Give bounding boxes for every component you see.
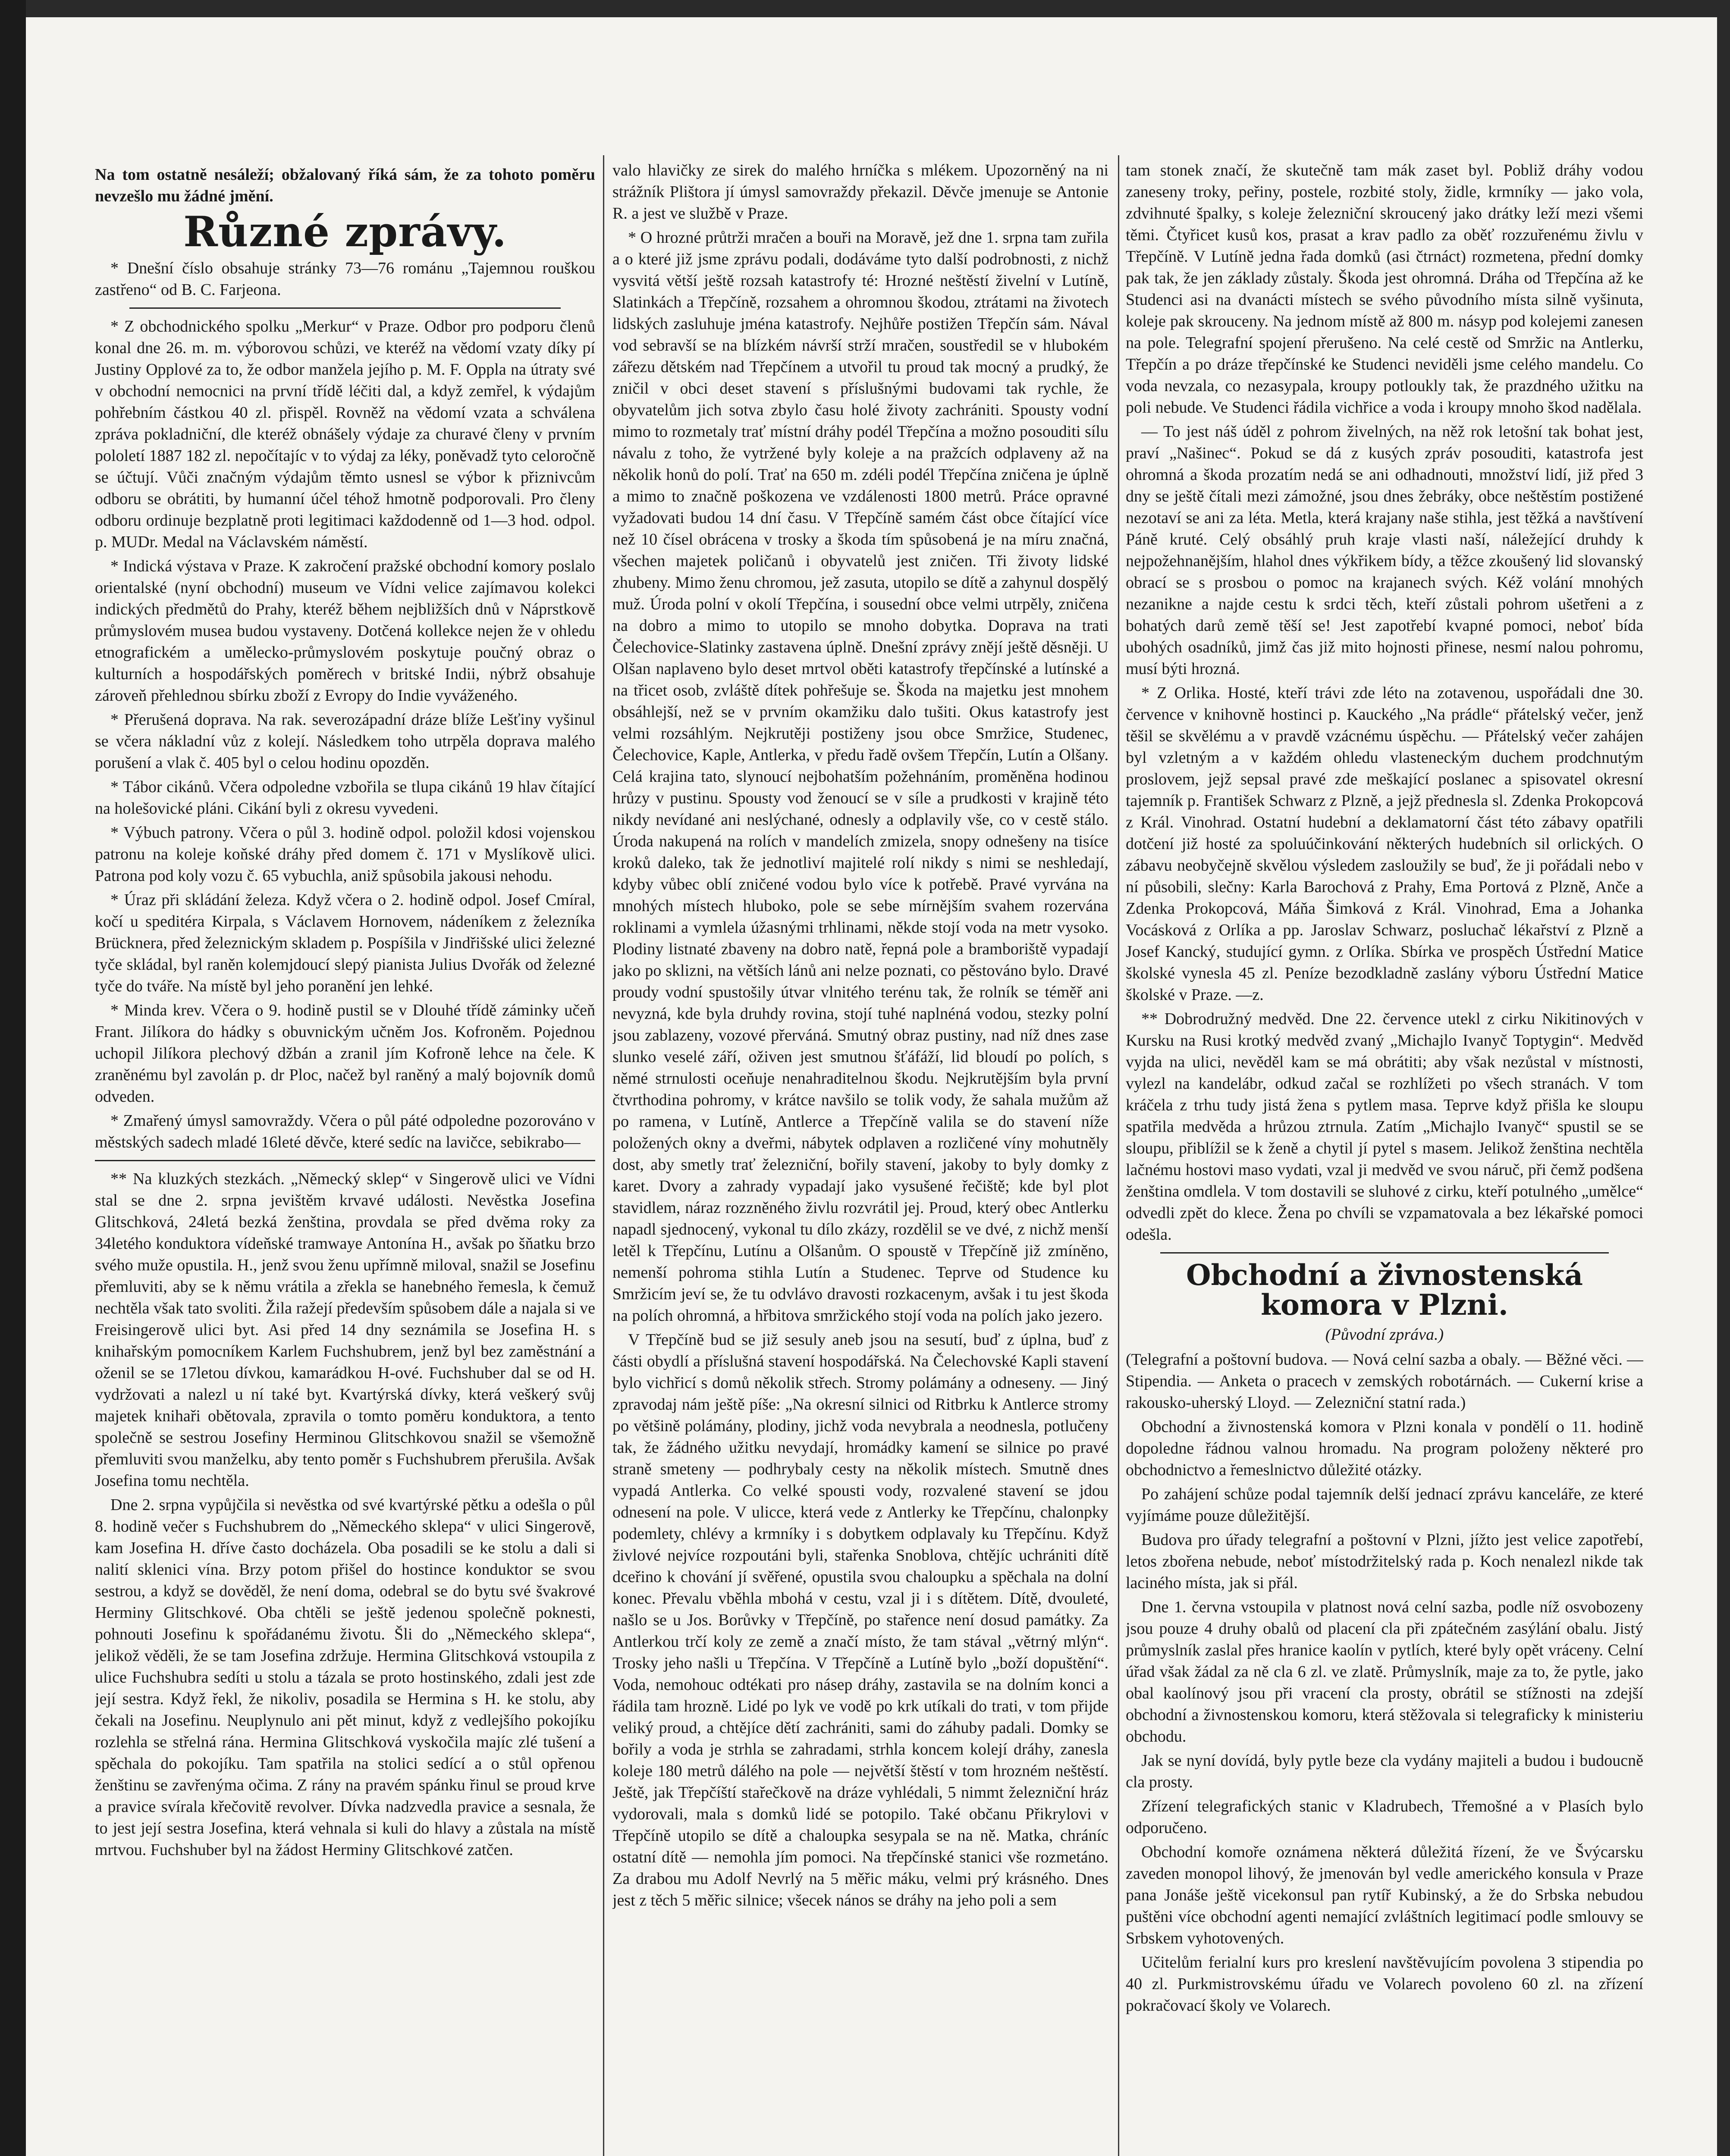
column-rule-1: [603, 155, 604, 2156]
news-item: Obchodní a živnostenská komora v Plzni konala v pondělí o 11. hodině dopoledne řádnou valnou hromadu. Na program položeny některé pro obchodnictvo a řemeslnictvo důležité otázky.: [1126, 1417, 1643, 1479]
news-item: * Přerušená doprava. Na rak. severozápadní dráze blíže Lešťiny vyšinul se včera nákladní vůz z kolejí. Následkem toho utrpěla doprava malého porušení a vlak č. 405 byl o celou hodinu opozděn.: [95, 710, 595, 772]
news-item: * Úraz při skládání železa. Když včera o 2. hodině odpol. Josef Cmíral, kočí u speditéra Kirpala, s Václavem Hornovem, nádeníkem z železníka Brücknera, před železnickým skladem p. Pospíšila v Jindřišské ulici železné tyče skládal, byl raněn kolemjdoucí slepý pianista Julius Dvořák od železné tyče do tváře. Na místě byl jeho poranění jen lehké.: [95, 890, 595, 995]
news-item: * Z obchodnického spolku „Merkur“ v Praze. Odbor pro podporu členů konal dne 26. m. m. výborovou schůzi, ve kteréž na vědomí vzaty díky pí Justiny Opplové za to, že odbor manžela jejího p. M. F. Oppla na útraty své v obchodní nemocnici na první třídě léčiti dal, a když zemřel, k výdajům pohřebním částkou 40 zl. přispěl. Rovněž na vědomí vzata a schválena zpráva pokladniční, dle kteréž obnášely výdaje za churavé členy v prvním pololetí 1887 182 zl. nepočítajíc v to výdaj za léky, poněvadž tyto celoročně se účtují. Vůči značným výdajům těmto usnesl se výbor k přiznivcům odboru se obrátiti, by humanní účel téhož hmotně podporovali. Pro členy odboru ordinuje bezplatně proti legitimaci každodenně od 1—3 hod. odpol. p. MUDr. Medal na Václavském náměstí.: [95, 317, 595, 551]
news-item: Budova pro úřady telegrafní a poštovní v Plzni, jížto jest velice zapotřebí, letos zbořena nebude, neboť místodržitelský rada p. Koch nenalezl nikde tak laciného místa, jak si přál.: [1126, 1530, 1643, 1592]
news-item: Po zahájení schůze podal tajemník delší jednací zprávu kanceláře, ze které vyjímáme pouze důležitější.: [1126, 1485, 1643, 1525]
news-item: * Indická výstava v Praze. K zakročení pražské obchodní komory poslalo orientalské (nyní obchodní) museum ve Vídni velice zajímavou kolekci indických předmětů do Prahy, kteréž během nejbližších dnů v Náprstkově průmyslovém musea budou vystaveny. Dotčená kollekce nejen že v ohledu etnografickém a umělecko-průmyslovém poskytuje poučný obraz o kulturních a hospodářských poměrech v britské Indii, nýbrž obsahuje zároveň přehlednou sbírku zboží z Evropy do Indie vyváženého.: [95, 557, 595, 705]
news-item: Obchodní komoře oznámena některá důležitá řízení, že ve Švýcarsku zaveden monopol lihový, že jmenován byl vedle amerického konsula v Praze pana Jonáše ještě vicekonsul pan rytíř Kubinský, a že do Srbska nebudou puštěni více obchodní agenti nemající zvláštních legitimací podle smlouvy se Srbskem vyhotovených.: [1126, 1843, 1643, 1947]
divider: [1160, 1252, 1609, 1253]
news-item: valo hlavičky ze sirek do malého hrníčka s mlékem. Upozorněný na ni strážník Plištora jí úmysl samovraždy překazil. Děvče jmenuje se Antonie R. a jest ve službě v Praze.: [612, 161, 1108, 222]
news-item: * Tábor cikánů. Včera odpoledne vzbořila se tlupa cikánů 19 hlav čítající na holešovické pláni. Cikání byli z okresu vyvedeni.: [95, 777, 595, 818]
news-item: * Výbuch patrony. Včera o půl 3. hodině odpol. položil kdosi vojenskou patronu na koleje koňské dráhy před domem č. 171 v Myslíkově ulici. Patrona pod koly vozu č. 65 vybuchla, aniž spůsobila jakousi nehodu.: [95, 823, 595, 885]
news-item: Zřízení telegrafických stanic v Kladrubech, Třemošné a v Plasích bylo odporučeno.: [1126, 1797, 1643, 1837]
news-item: * O hrozné průtrži mračen a bouři na Moravě, jež dne 1. srpna tam zuřila a o které již jsme zprávu podali, dodáváme tyto další podrobnosti, z nichž vysvitá větší ještě rozsah katastrofy té: Hrozné neštěstí živelní v Lutíně, Slatinkách a Třepčíně, rozsahem a ohromnou škodou, ztrátami na životech lidských zasluhuje jména katastrofy. Nejhůře postižen Třepčín sám. Nával vod sebravší se na blízkém návrší strží mračen, soustředil se v hlubokém zářezu dětském nad Třepčínem a utvořil tu proud tak mocný a prudký, že zničil v obci deset stavení s příslušnými budovami tak rychle, že obyvatelům jich sotva zbylo času holé životy zachrániti. Spousty vodní mimo to rozmetaly trať místní dráhy podél Třepčína a možno posouditi sílu návalu z toho, že vytržené byly koleje a na pražcích odplaveny až na několik honů do polí. Trať na 650 m. zdéli podél Třepčína zničena je úplně a mimo to značně poškozena ve vzdálenosti 1800 metrů. Práce opravné vyžadovati budou 14 dní času. V Třepčíně samém část obce čítající více než 10 čísel obrácena v trosky a škoda tím spůsobená je na míru značná, všechen majetek poličanů i obyvatelů jest zničen. Tři životy lidské zhubeny. Mimo ženu chromou, jež zasuta, utopilo se dítě a zahynul dospělý muž. Úroda polní v okolí Třepčína, i sousední obce velmi utrpěly, zničena na dobro a mimo to utopilo se mnoho dobytka. Doprava na trati Čelechovice-Slatinky zastavena úplně. Dnešní zprávy znějí ještě děsněji. U Olšan naplaveno bylo deset mrtvol oběti katastrofy třepčínské a lutínské a na třicet osob, zvláště dítek pohřešuje se. Škoda na majetku jest mnohem obsáhlejší, než se v prvním okamžiku dalo tušiti. Okus katastrofy jest velmi rozsáhlým. Nejkrutěji postiženy jsou obce Smržice, Studenec, Čelechovice, Kaple, Antlerka, v předu řadě ovšem Třepčín, Lutín a Olšany. Celá krajina tato, slynoucí nejbohatším požehnáním, proměněna hodinou hrůzy v pustinu. Spousty vod ženoucí se v síle a prudkosti v krajině této nikdy nevídané ani neslýchané, odnesly a odplavily vše, co v cestě stálo. Úroda nakupená na rolích v mandelích zmizela, snopy odnešeny na tisíce kroků daleko, tak že jednotliví majitelé rolí nikdy s nimi se neshledají, kdyby vůbec oblí zničené vodou bylo více k potřebě. Pravé vyrvána na mnohých místech hluboko, pole se sebe mírnějším svahem rozervána roklinami a vymlela úžasnými trhlinami, někde stojí voda na metr vysoko. Plodiny listnaté zbaveny na dobro natě, řepná pole a bramboriště vypadají jako po sklizni, na větších lánů ani nelze poznati, co pěstováno bylo. Dravé proudy vodní spustošily útvar vlnitého terénu tak, že rolník se téměř ani nevyzná, kde byla druhdy rovina, stojí tuhé naplnéná vodou, stezky polní jsou zablazeny, vozové přerváná. Smutný obraz pustiny, nad níž dnes zase slunko veselé září, oživen jest smutnou šťáfáží, lid bloudí po polích, s němé strnulosti oceňuje nenahraditelnou škodu. Nejkrutějším byla první čtvrthodina pohromy, v krátce navšilo se tolik vody, že sahala mužům až po ramena, v Lutíně, Antlerce a Třepčíně valila se do stavení níže položených okny a dveřmi, nábytek odplaven a rozličené víny mohutněly dost, aby smetly trať železniční, bořily stavení, jakoby to byly domky z karet. Dvory a zahrady vypadají jako vysušené řečiště; kde byl plot stavidlem, náraz rozzněného živlu rozvrátil jej. Proud, který obec Antlerku napadl sjednocený, vykonal tu dílo zkázy, rozdělil se ve dvé, z nichž menší letěl k Třepčínu, Lutínu a Olšanům. O spoustě v Třepčíně již zmíněno, nemenší pohroma stihla Lutín a Studenec. Teprve od Studence ku Smržicím jeví se, že tu odvlávo dravosti rozkacenym, avšak i tu jest škoda na polích ohromná, a hřbitova smržického stojí voda na polích jako jezero.: [612, 229, 1108, 1325]
column-left: [95, 164, 595, 2156]
news-item: * Z Orlika. Hosté, kteří trávi zde léto na zotavenou, uspořádali dne 30. července v knihovně hostinci p. Kauckého „Na prádle“ přátelský večer, jenž těšil se skvělému a v pravdě vzácnému úspěchu. — Přátelský večer zahájen byl vzletným a v každém ohledu vlasteneckým duchem prodchnutým proslovem, jejž sepsal pravé zde meškající poslanec a spisovatel okresní tajemník p. František Schwarz z Plzně, a jejž přednesla sl. Zdenka Prokopcová z Král. Vinohrad. Ostatní hudební a deklamatorní část této zábavy opatřili dotčení již hosté za spoluúčinkování některých hudebních sil orlických. O zábavu neobyčejně skvělou výsledem zasloužily se buď, že ji pořádali nebo v ní působili, slečny: Karla Barochová z Prahy, Ema Portová z Plzně, Anče a Zdenka Prokopcová, Máňa Šimková z Král. Vinohrad, Ema a Johanka Vocásková z Orlíka a pp. Jaroslav Schwarz, posluchač lékařství z Plzně a Josef Kancký, studující gymn. z Orlíka. Sbírka ve prospěch Ústřední Matice školské vynesla 45 zl. Peníze bezodkladně zaslány výboru Ústřední Matice školské v Praze. —z.: [1126, 684, 1643, 1004]
news-item: tam stonek značí, že skutečně tam mák zaset byl. Pobliž dráhy vodou zaneseny troky, peřiny, postele, rozbité stoly, židle, krmníky — jako vola, zdvihnuté špalky, s koleje železniční skroucený jako drátky leží mezi všemi těmi. Čtyřicet kusů kos, prasat a krav padlo za oběť rozzuřenému živlu v Třepčíně. V Lutíně jedna řada domků (asi čtrnáct) rozmetena, přední domky pak tak, že jen základy zůstaly. Škoda jest ohromná. Dráha od Třepčína až ke Studenci asi na dvanácti místech se svého původního místa silně vyšinuta, koleje pak skrouceny. Na jednom místě až 800 m. násyp pod kolejemi zanesen na pole. Telegrafní spojení přerušeno. Na celé cestě od Smržic na Antlerku, Třepčín a po dráze třepčínské ke Studenci neviděli jsme celého mandelu. Co voda nevzala, co nezasypala, kroupy potloukly tak, že prazdného užitku na poli nebude. Ve Studenci řádila vichřice a voda i kroupy mnoho škod nadělala.: [1126, 161, 1643, 417]
scan-left-border: [0, 0, 26, 2156]
scan-top-border: [26, 0, 1730, 17]
news-item: * Dnešní číslo obsahuje stránky 73—76 románu „Tajemnou rouškou zastřeno“ od B. C. Farjeona.: [95, 259, 595, 299]
news-item: (Telegrafní a poštovní budova. — Nová celní sazba a obaly. — Běžné věci. — Stipendia. — Anketa o pracech v zemských robotárnách. — Cukerní krise a rakousko-uherský Lloyd. — Zelezniční statní rada.): [1126, 1350, 1643, 1412]
news-item: Jak se nyní dovídá, byly pytle beze cla vydány majiteli a budou i budoucně cla prosty.: [1126, 1751, 1643, 1791]
news-item: — To jest náš úděl z pohrom živelných, na něž rok letošní tak bohat jest, praví „Našinec“. Pokud se dá z kusých zpráv posouditi, katastrofa jest ohromná a škoda prozatím nedá se ani odhadnouti, množství lidí, již před 3 dny se ještě čítali mezi zámožné, jsou dnes žebráky, obce neštěstím postižené nezotaví se ani za léta. Metla, která krajany naše stihla, jest těžká a navštívení Páně kruté. Celý obsáhlý pruh kraje vlasti naší, náležející druhdy k nejpožehnanějším, hlahol dnes výkřikem bídy, a těžce zkoušený lid slovanský obrací se s prosbou o pomoc na krajanech svých. Kéž volání mnohých nezanikne a najde cestu k srdci těch, kteří zůstali pohrom ušetřeni a z bohatých darů země těší se! Jest zapotřebí kvapné pomoci, neboť bída ubohých osadníků, jimž čas již mito hojnosti přinese, nesmí nalou pohromu, musí býti hrozná.: [1126, 423, 1643, 678]
news-item: Dne 1. června vstoupila v platnost nová celní sazba, podle níž osvobozeny jsou pouze 4 druhy obalů od placení cla při zpátečném zasýlání obalu. Jistý průmyslník zaslal přes hranice kaolín v pytlích, které byly opět vráceny. Celní úřad však žádal za ně cla 6 zl. ve zlatě. Průmyslník, maje za to, že pytle, jako obal kaolínový jsou při vracení cla prosty, obrátil se stížnosti na zdejší obchodní a živnostenskou komoru, která stěžovala si telegraficky k ministeriu obchodu.: [1126, 1598, 1643, 1745]
news-item: ** Na kluzkých stezkách. „Německý sklep“ v Singerově ulici ve Vídni stal se dne 2. srpna jevištěm krvavé události. Nevěstka Josefina Glitschková, 24letá bezká ženština, provdala se před dvěma roky za 34letého konduktora vídeňské tramwaye Antonína H., avšak po šňatku brzo svého muže opustila. H., jenž svou ženu upřímně miloval, snažil se Josefinu přemluviti, aby se k němu vrátila a zřekla se hanebného řemesla, k čemuž nechtěla však tato svoliti. Žila ražejí především spůsobem dále a najala si ve Freisingerově ulici byt. Asi před 14 dny seznámila se Josefina H. s knihařským pomocníkem Karlem Fuchshubrem, jenž byl bez zaměstnání a oženil se se 17letou dívkou, kamarádkou H-ové. Fuchshuber dal se od H. vydržovati a nalezl u ní také byt. Kvartýrská dívky, která veškerý svůj majetek knihaři obětovala, zpravila o tomto poměru konduktora, a tento společně se sestrou Josefiny Herminou Glitschkovou snažil se všemožně přemluviti svou manželku, aby tento poměr s Fuchshubrem přerušila. Avšak Josefina tomu nechtěla.: [95, 1169, 595, 1490]
scan-right-border: [1717, 0, 1730, 2156]
news-item: Učitelům ferialní kurs pro kreslení navštěvujícím povolena 3 stipendia po 40 zl. Purkmistrovskému úřadu ve Volarech povoleno 60 zl. na zřízení pokračovací školy ve Volarech.: [1126, 1953, 1643, 2015]
news-item: ** Dobrodružný medvěd. Dne 22. července utekl z cirku Nikitinových v Kursku na Rusi krotký medvěd zvaný „Michajlo Ivanyč Toptygin“. Medvěd vyjda na ulici, nevěděl kam se má obrátiti; aby však nezůstal v místnosti, vylezl na kandelábr, odkud začal se rozhlížeti po všech stranách. V tom kráčela z trhu tudy jistá žena s pytlem masa. Teprve když přišla ke sloupu spatřila medvěda a hrůzou ztrnula. Zatím „Michajlo Ivanyč“ spustil se se sloupu, přiblížil se k ženě a chytil jí pytel s masem. Jelikož ženština nechtěla lačnému hostovi maso vydati, vzal ji medvěd ve svou náruč, při čemž podšena ženština omdlela. V tom dostavili se sluhové z cirku, kteří potulného „umělce“ odvedli zpět do klece. Žena po chvíli se vzpamatovala a bez lékařské pomoci odešla.: [1126, 1010, 1643, 1244]
divider: [129, 307, 561, 309]
intro-paragraph: Na tom ostatně nesáleží; obžalovaný říká sám, že za tohoto poměru nevzešlo mu žádné jmění.: [95, 166, 595, 205]
column-rule-2: [1118, 155, 1119, 2156]
section-title-ruzne-zpravy: Různé zprávy.: [183, 207, 507, 256]
section-subhead: (Původní zpráva.): [1325, 1325, 1444, 1344]
column-middle: [612, 160, 1108, 2156]
column-right: [1126, 160, 1643, 2156]
news-item: * Minda krev. Včera o 9. hodině pustil se v Dlouhé třídě záminky učeň Frant. Jilíkora do hádky s obuvnickým učněm Jos. Kofroněm. Pojednou uchopil Jilíkora plechový džbán a zranil jím Kofroně lehce na čele. K zraněnému byl zavolán p. dr Ploc, načež byl raněný a malý bojovník domů odveden.: [95, 1001, 595, 1106]
news-item: Dne 2. srpna vypůjčila si nevěstka od své kvartýrské pětku a odešla o půl 8. hodině večer s Fuchshubrem do „Německého sklepa“ v ulici Singerově, kam Josefina H. dříve často docházela. Oba posadili se ke stolu a dali si nalití sklenici vína. Brzy potom přišel do hostince konduktor se svou sestrou, a když se dověděl, že není doma, odebral se do bytu své švakrové Herminy Glitschkové. Oba chtěli se ještě jedenou společně poknesti, pohnouti Josefinu k spořádanému životu. Šli do „Německého sklepa“, jelikož věděli, že se tam Josefina zdržuje. Hermina Glitschková vstoupila z ulice Fuchshubra sedíti u stolu a tázala se proto hostinského, zdali jest zde její sestra. Když řekl, že nikoliv, posadila se Hermina s H. ke stolu, aby čekali na Josefinu. Neuplynulo ani pět minut, když z vedlejšího pokojíku rozlehla se střelná rána. Hermina Glitschková vyskočila majíc zlé tušení a spěchala do pokojíku. Tam spatřila na stolici sedící a o stůl opřenou ženštinu se zavřenýma očima. Z rány na pravém spánku řinul se proud krve a pravice svírala křečovitě revolver. Dívka nadzvedla pravice a sesnala, že to jest její sestra Josefina, která vehnala si kuli do hlavy a zůstala na místě mrtvou. Fuchshuber byl na žádost Herminy Glitschkové zatčen.: [95, 1495, 595, 1859]
divider: [95, 1160, 595, 1161]
news-item: V Třepčíně bud se již sesuly aneb jsou na sesutí, buď z úplna, buď z části obydlí a příslušná stavení hospodářská. Na Čelechovské Kapli stavení bylo vichřicí s domů několik střech. Stromy polámány a odneseny. — Jiný zpravodaj nám ještě píše: „Na okresní silnici od Ritbrku k Antlerce stromy po většině polámány, plodiny, jichž voda nevybrala a neodnesla, potlučeny tak, že žádného užitku nevydají, hromádky kamení se silnice po pravé straně smeteny — podhrybaly cesty na několik místech. Smutně dnes vypadá Antlerka. Co velké spousti vody, rozvalené stavení se jdou odnesení na pole. V ulicce, která vede z Antlerky ke Třepčínu, chalonpky podemlety, chlévy a krmníky i s dobytkem odplavaly ku Třepčínu. Když živlové nejvíce rozpoutáni byli, stařenka Snoblova, chtějíc uchrániti dítě dceřino k chování jí svěřené, opustila svou chaloupku a spěchala na dolní konec. Převalu vběhla mbohá v cestu, vzal ji i s dítětem. Dítě, dvouleté, našlo se u Jos. Borůvky v Třepčíně, po stařence není dosud památky. Za Antlerkou trčí koly ze země a značí místo, že tam stával „větrný mlýn“. Trosky jeho našli u Třepčína. V Třepčíně a Lutíně bylo „boží dopuštění“. Voda, nemohouc odtékati pro násep dráhy, zastavila se na dolním konci a řádila tam hrozně. Lidé po lyk ve vodě po krk utíkali do trati, v tom přijde veliký proud, a chtějíce dětí zachrániti, sami do záhuby padali. Domky se bořily a voda je strhla se zahradami, strhla koncem kolejí dráhy, zanesla koleje 180 metrů dálého na pole — největší štěstí v tom hrozném neštěstí. Ještě, jak Třepčíští stařečkově na dráze vyhlédali, 5 nimmt železniční hráz vydorovali, mala s domků lidé se potopilo. Také občanu Přikrylovi v Třepčíně utopilo se dítě a chaloupka sesypala se na ně. Matka, chráníc ostatní dítě — nemohla jím pomoci. Na třepčínské stanici vše rozmetáno. Za drabou mu Adolf Nevrlý na 5 měřic máku, velmi prý krásného. Dnes jest z těch 5 měřic silnice; všecek nános se dráhy na jeho poli a sem: [612, 1331, 1108, 1909]
news-item: * Zmařený úmysl samovraždy. Včera o půl páté odpoledne pozorováno v městských sadech mladé 16leté děvče, které sedíc na lavičce, sebikrabo—: [95, 1111, 595, 1151]
section-title-obchodni-komora: Obchodní a živnostenská komora v Plzni.: [1186, 1258, 1583, 1322]
